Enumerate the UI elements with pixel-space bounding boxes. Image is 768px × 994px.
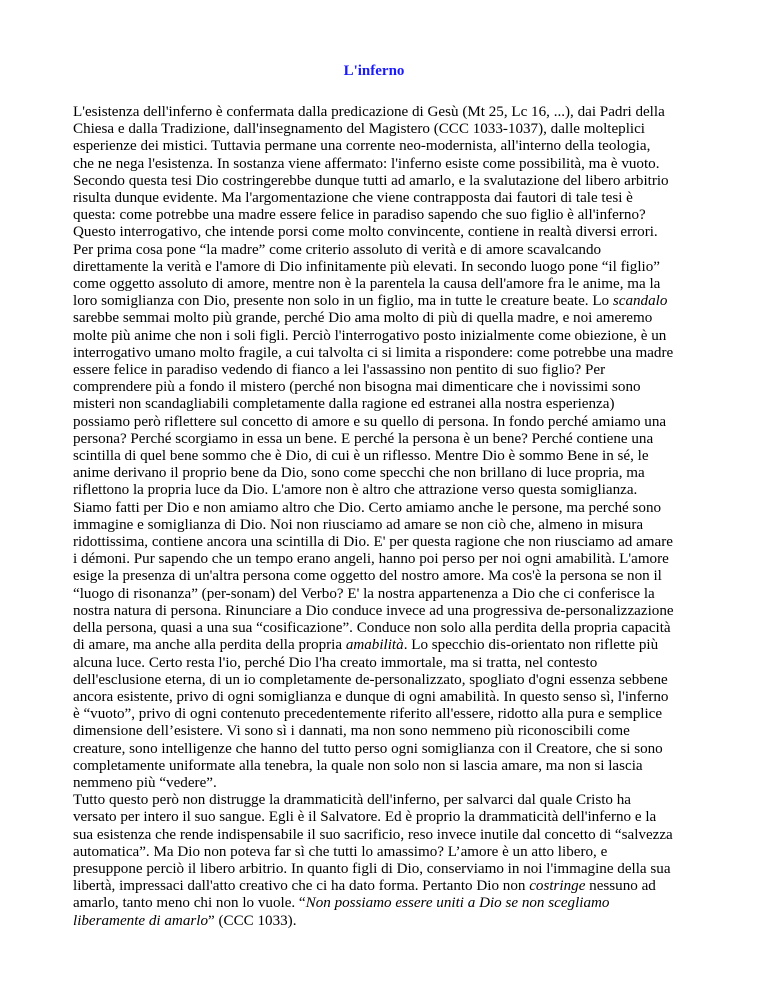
text-run: . Lo specchio dis-orientato non riflette più alcuna luce. Certo resta l'io, perché Dio l'ha creato immortale, ma si tratta, nel contesto dell'esclusione eterna, di un io completamente de-personalizzato, spogliato d'ogni essenza sebbene ancora esistente, privo di ogni somiglianza e dunque di ogni amabilità. In questo senso sì, l'inferno è “vuoto”, privo di ogni contenuto precedentemente riferito all'essere, ridotto alla pura e semplice dimensione dell’esistere. Vi sono sì i dannati, ma non sono nemmeno più riconoscibili come creature, sono intelligenze che hanno del tutto perso ogni somiglianza con il Creatore, che si sono completamente uniformate alla tenebra, la quale non solo non si lascia amare, ma non si lascia nemmeno più “vedere”. bbox=[73, 637, 669, 791]
document-page bbox=[73, 62, 675, 930]
body-paragraph-2 bbox=[73, 792, 675, 930]
text-run: sarebbe semmai molto più grande, perché Dio ama molto di più di quella madre, e noi ameremo molte più anime che non i soli figli. Perciò l'interrogativo posto inizialmente come obiezione, è un interrogativo umano molto fragile, a cui talvolta ci si limita a rispondere: come potrebbe una madre essere felice in paradiso vedendo di fianco a lei l'assassino non pentito di suo figlio? Per comprendere più a fondo il mistero (perché non bisogna mai dimenticare che i novissimi sono misteri non scandagliabili completamente dalla ragione ed estranei alla nostra esperienza) possiamo però riflettere sul concetto di amore e su quello di persona. In fondo perché amiamo una persona? Perché scorgiamo in essa un bene. E perché la persona è un bene? Perché contiene una scintilla di quel bene sommo che è Dio, di cui è un riflesso. Mentre Dio è sommo Bene in sé, le anime derivano il proprio bene da Dio, sono come specchi che non brillano di luce propria, ma riflettono la propria luce da Dio. L'amore non è altro che attrazione verso questa somiglianza. Siamo fatti per Dio e non amiamo altro che Dio. Certo amiamo anche le persone, ma perché sono immagine e somiglianza di Dio. Noi non riusciamo ad amare se non ciò che, almeno in misura ridottissima, contiene ancora una scintilla di Dio. E' per questa ragione che non riusciamo ad amare i démoni. Pur sapendo che un tempo erano angeli, hanno poi perso per noi ogni amabilità. L'amore esige la presenza di un'altra persona come oggetto del nostro amore. Ma cos'è la persona se non il “luogo di risonanza” (per-sonam) del Verbo? E' la nostra appartenenza a Dio che ci conferisce la nostra natura di persona. Rinunciare a Dio conduce invece ad una progressiva de-personalizzazione della persona, quasi a una sua “cosificazione”. Conduce non solo alla perdita della propria capacità di amare, ma anche alla perdita della propria bbox=[73, 310, 674, 654]
text-run: L'esistenza dell'inferno è confermata dalla predicazione di Gesù (Mt 25, Lc 16, ...), dai Padri della Chiesa e dalla Tradizione, dall'insegnamento del Magistero (CCC 1033-1037), dalle molteplici esperienze dei mistici. Tuttavia permane una corrente neo-modernista, all'interno della teologia, che ne nega l'esistenza. In sostanza viene affermato: l'inferno esiste come possibilità, ma è vuoto. Secondo questa tesi Dio costringerebbe dunque tutti ad amarlo, e la svalutazione del libero arbitrio risulta dunque evidente. Ma l'argomentazione che viene contrapposta dai fautori di tale tesi è questa: come potrebbe una madre essere felice in paradiso sapendo che suo figlio è all'inferno? Questo interrogativo, che intende porsi come molto convincente, contiene in realtà diversi errori. Per prima cosa pone “la madre” come criterio assoluto di verità e di amore scavalcando direttamente la verità e l'amore di Dio infinitamente più elevati. In secondo luogo pone “il figlio” come oggetto assoluto di amore, mentre non è la parentela la causa dell'amore fra le anime, ma la loro somiglianza con Dio, presente non solo in un figlio, ma in tutte le creature beate. Lo bbox=[73, 104, 669, 310]
italic-text-run: Non possiamo essere uniti a Dio se non scegliamo liberamente di amarlo bbox=[73, 895, 610, 929]
body-paragraph-1 bbox=[73, 104, 675, 792]
document-body bbox=[73, 104, 675, 930]
italic-text-run: costringe bbox=[529, 878, 586, 895]
text-run: nessuno ad amarlo, tanto meno chi non lo vuole. “ bbox=[73, 878, 656, 912]
italic-text-run: scandalo bbox=[612, 293, 668, 310]
text-run: ” (CCC 1033). bbox=[208, 912, 297, 929]
document-title: L'inferno bbox=[343, 63, 405, 79]
italic-text-run: amabilità bbox=[345, 637, 404, 654]
text-run: Tutto questo però non distrugge la drammaticità dell'inferno, per salvarci dal quale Cristo ha versato per intero il suo sangue. Egli è il Salvatore. Ed è proprio la drammaticità dell'inferno e la sua esistenza che rende indispensabile il suo sacrificio, reso invece inutile dal concetto di “salvezza automatica”. Ma Dio non poteva far sì che tutti lo amassimo? L’amore è un atto libero, e presuppone perciò il libero arbitrio. In quanto figli di Dio, conserviamo in noi l'immagine della sua libertà, impressaci dall'atto creativo che ci ha dato forma. Pertanto Dio non bbox=[73, 792, 673, 895]
